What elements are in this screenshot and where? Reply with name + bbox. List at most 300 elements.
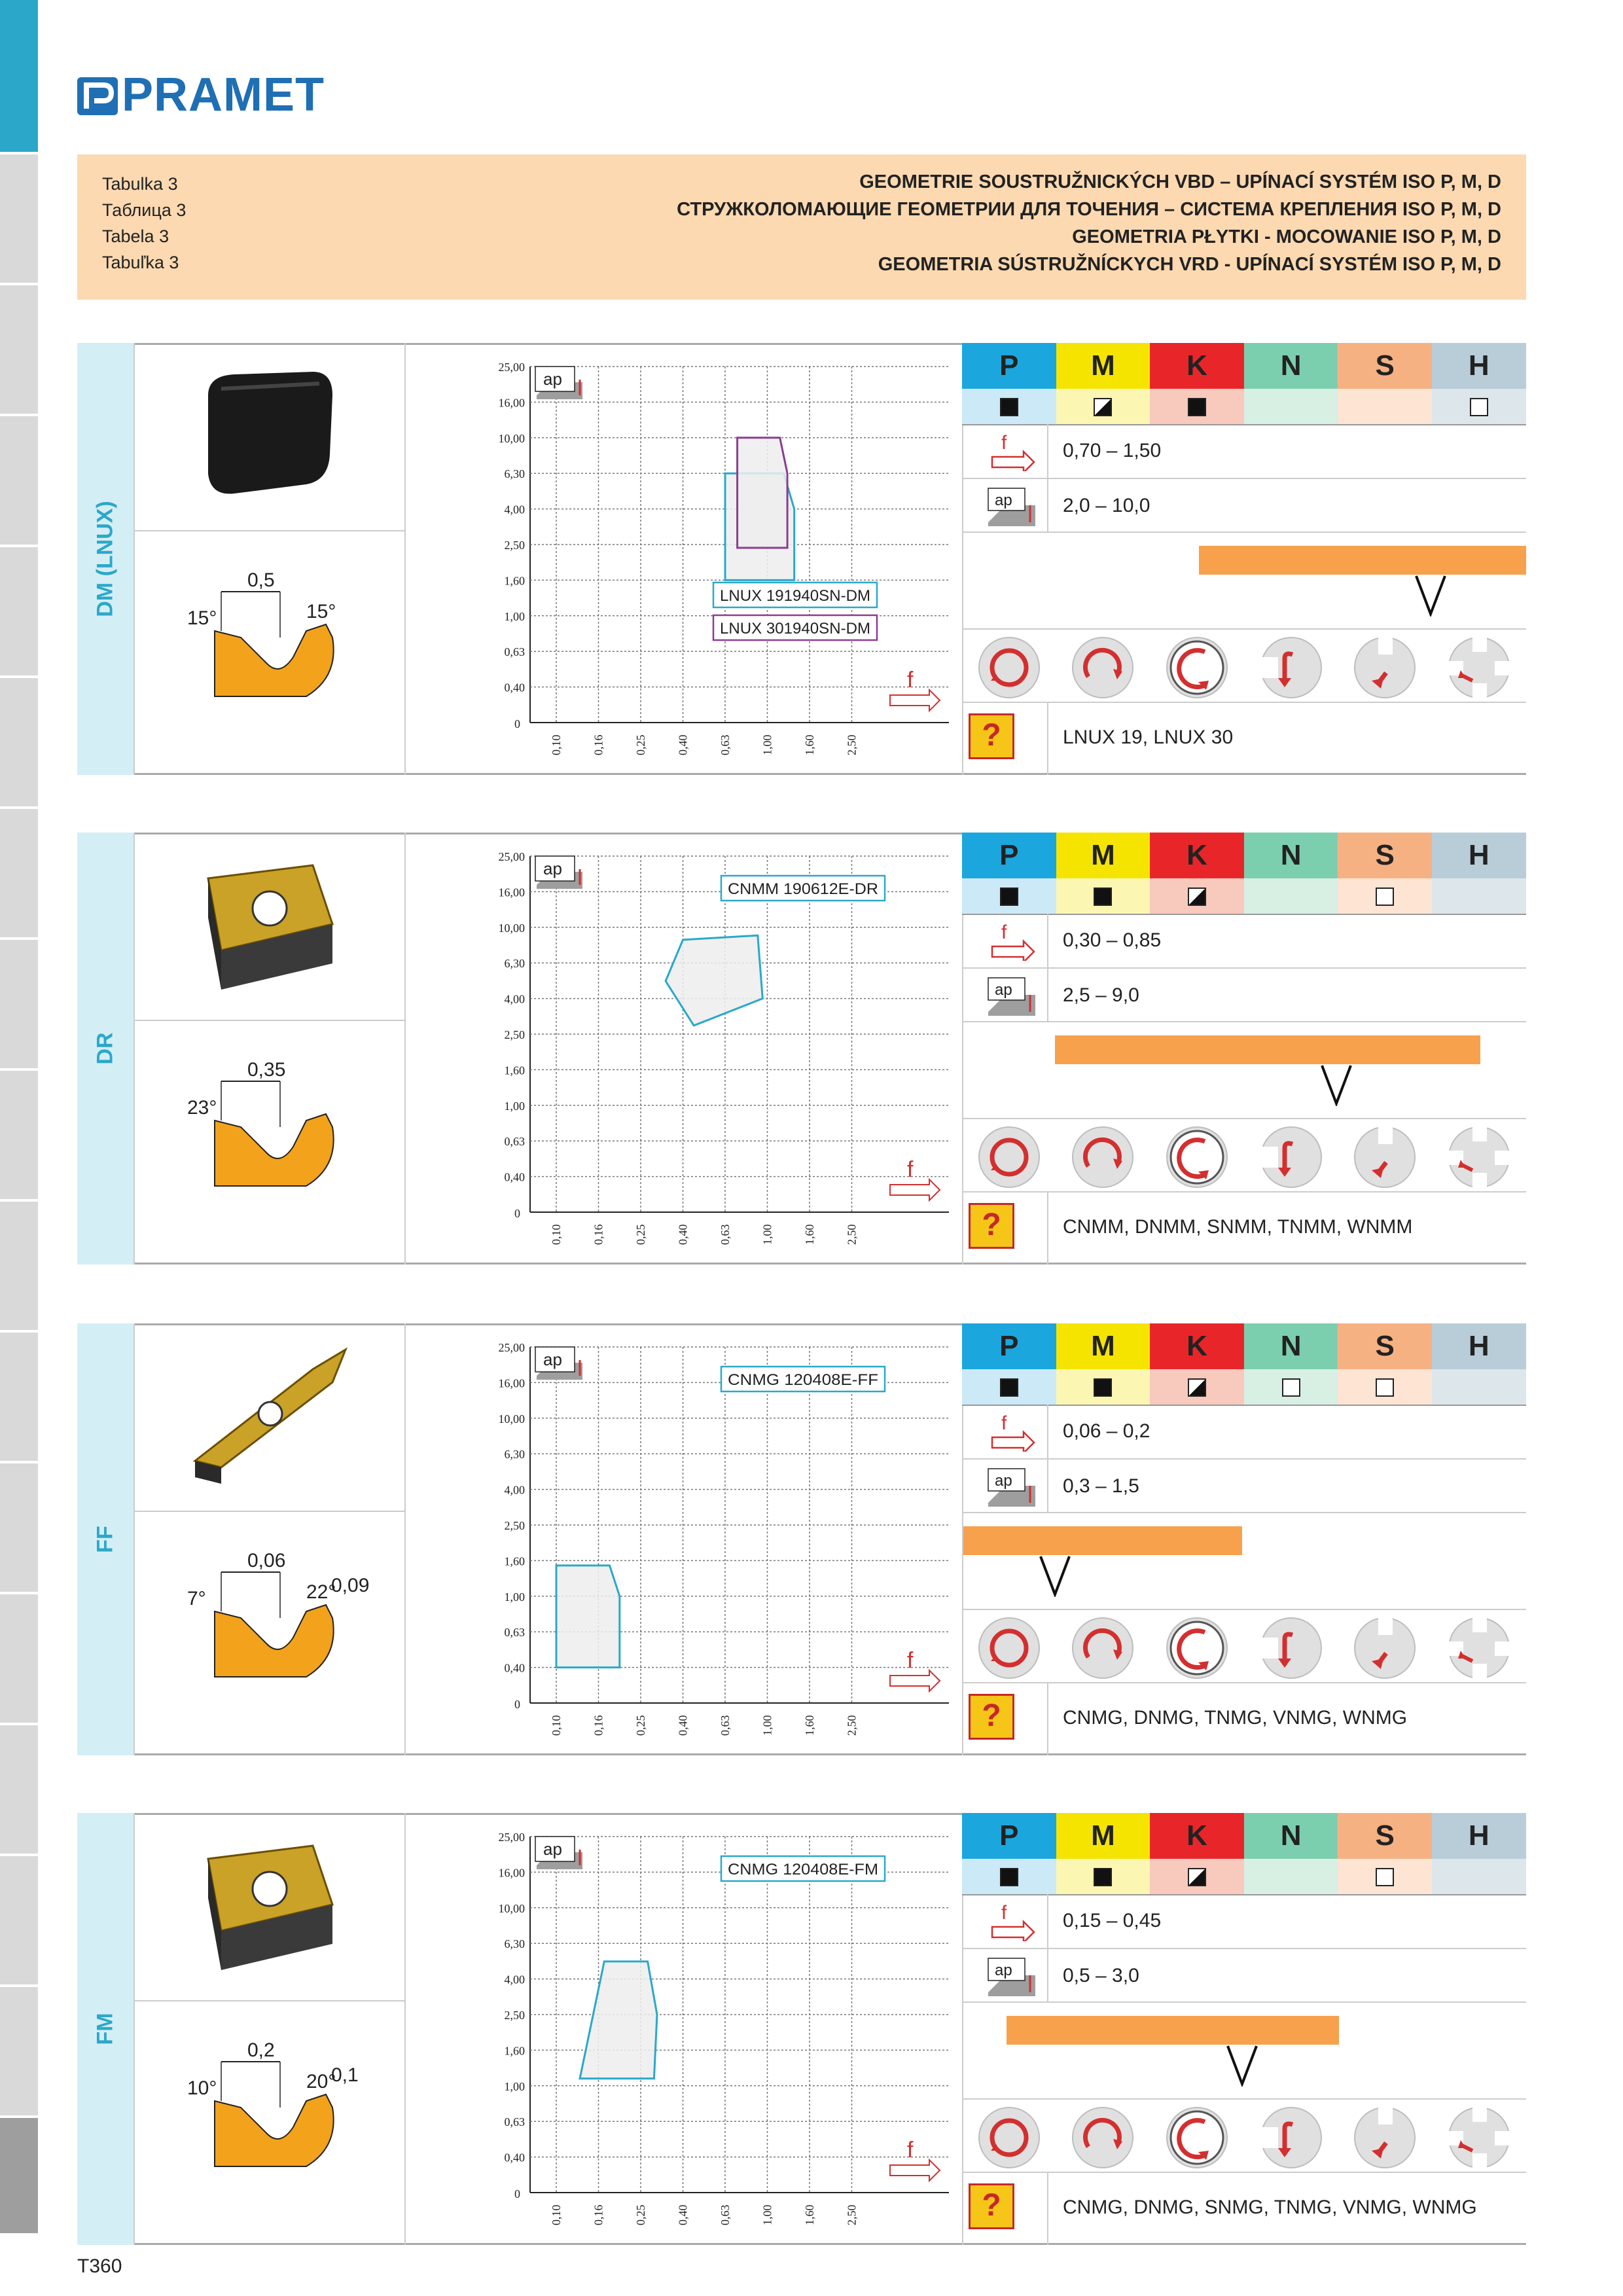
y-tick-label: 1,60 <box>504 2044 525 2058</box>
x-tick-label: 0,63 <box>719 1224 732 1245</box>
depth-of-cut-range: 2,0 – 10,0 <box>1063 495 1150 516</box>
y-tick-label: 2,50 <box>504 1028 525 1041</box>
compatibility-help-icon: ? <box>969 1694 1014 1740</box>
compatibility-help-icon: ? <box>969 713 1014 759</box>
material-header-h: H <box>1432 1323 1526 1369</box>
table-label-ru: Таблица 3 <box>102 200 187 220</box>
series-legend-label: LNUX 191940SN-DM <box>720 587 870 605</box>
title-sk: GEOMETRIA SÚSTRUŽNÍCKYCH VRD - UPÍNACÍ SYSTÉM ISO P, M, D <box>878 254 1501 275</box>
y-tick-label: 10,00 <box>498 431 525 445</box>
suitability-checkbox <box>1188 1868 1206 1886</box>
x-tick-label: 0,40 <box>676 1224 690 1245</box>
compatible-inserts: CNMG, DNMG, TNMG, VNMG, WNMG <box>1063 1707 1408 1729</box>
turning-rotation-icon <box>1070 2105 1135 2170</box>
ap-f-chart <box>452 353 975 759</box>
title-pl: GEOMETRIA PŁYTKI - MOCOWANIE ISO P, M, D <box>1072 226 1501 247</box>
table-header <box>77 154 1526 300</box>
material-header-p: P <box>962 1813 1056 1859</box>
y-tick-label: 1,00 <box>504 1099 525 1113</box>
row-divider <box>962 531 1526 533</box>
y-tick-label: 0,63 <box>504 2115 525 2129</box>
material-header-p: P <box>962 833 1056 878</box>
application-area-series <box>580 1962 657 2079</box>
y-tick-label: 4,00 <box>504 1483 525 1497</box>
x-tick-label: 1,60 <box>803 734 816 755</box>
column-divider <box>404 833 406 1265</box>
section-divider <box>77 1753 1526 1755</box>
profile-dimension-label: 0,2 <box>247 2039 275 2061</box>
application-area-series <box>738 438 788 548</box>
ap-f-chart <box>452 1334 975 1740</box>
svg-text:f: f <box>1001 922 1007 943</box>
cutting-edge-profile <box>175 546 385 703</box>
suitability-checkbox <box>1188 888 1206 906</box>
y-tick-label: 1,00 <box>504 1590 525 1604</box>
application-marker-icon <box>1321 1064 1352 1106</box>
x-tick-label: 1,60 <box>803 1715 816 1736</box>
section-divider <box>77 2243 1526 2245</box>
x-tick-label: 0,10 <box>550 1224 563 1245</box>
material-header-s: S <box>1338 343 1432 389</box>
y-tick-label: 25,00 <box>498 1341 525 1354</box>
application-area-series <box>556 1566 620 1668</box>
row-divider <box>962 628 1526 630</box>
ap-axis-icon <box>535 367 582 399</box>
y-tick-label: 0,63 <box>504 645 525 659</box>
y-tick-label: 1,60 <box>504 1554 525 1568</box>
application-range-bar <box>963 1526 1242 1555</box>
profile-dimension-label: 0,09 <box>331 1575 370 1596</box>
compatibility-help-icon: ? <box>969 2183 1014 2229</box>
title-ru: СТРУЖКОЛОМАЮЩИЕ ГЕОМЕТРИИ ДЛЯ ТОЧЕНИЯ – СИСТЕМА КРЕПЛЕНИЯ ISO P, M, D <box>677 199 1501 220</box>
f-axis-icon <box>890 2138 940 2181</box>
profile-dimension-label: 0,35 <box>247 1059 286 1081</box>
pramet-logo-icon <box>77 73 120 119</box>
column-divider <box>1047 702 1048 775</box>
y-tick-label: 1,00 <box>504 609 525 623</box>
material-header-k: K <box>1150 1323 1244 1369</box>
material-row-n <box>1244 389 1338 424</box>
profile-dimension-label: 22° <box>306 1581 336 1603</box>
suitability-checkbox <box>1376 1868 1394 1886</box>
depth-of-cut-icon <box>986 486 1038 528</box>
series-legend-label: CNMM 190612E-DR <box>728 880 878 898</box>
section-divider <box>77 1263 1526 1265</box>
application-marker-icon <box>1039 1555 1071 1597</box>
x-tick-label: 0,10 <box>550 1715 563 1736</box>
x-tick-label: 0,16 <box>592 1715 605 1736</box>
cutting-edge-profile <box>175 1526 385 1683</box>
y-tick-label: 0,40 <box>504 1170 525 1184</box>
suitability-checkbox <box>1000 1868 1018 1886</box>
side-tab <box>0 154 38 285</box>
geometry-name: DR <box>92 1032 118 1065</box>
column-divider <box>1047 2172 1048 2245</box>
suitability-checkbox <box>1000 398 1018 416</box>
x-tick-label: 2,50 <box>845 1715 859 1736</box>
profile-dimension-label: 15° <box>306 601 336 622</box>
column-divider <box>404 1323 406 1755</box>
material-header-m: M <box>1056 343 1150 389</box>
row-divider <box>134 530 404 531</box>
x-tick-label: 1,00 <box>760 734 774 755</box>
material-header-p: P <box>962 1323 1056 1369</box>
insert-photo <box>182 846 352 1003</box>
f-axis-icon <box>890 668 940 711</box>
y-tick-label: 16,00 <box>498 1866 525 1880</box>
x-tick-label: 0,63 <box>719 2204 732 2225</box>
application-marker-icon <box>1415 575 1446 617</box>
material-header-m: M <box>1056 1323 1150 1369</box>
cutting-edge-profile <box>175 1035 385 1193</box>
application-marker-icon <box>1226 2045 1258 2087</box>
longitudinal-turning-icon <box>1258 1615 1324 1681</box>
profile-dimension-label: 0,5 <box>247 569 275 591</box>
row-divider <box>962 2001 1526 2003</box>
side-tab <box>0 1202 38 1333</box>
y-tick-label: 16,00 <box>498 886 525 899</box>
f-axis-icon <box>890 1648 940 1691</box>
material-header-s: S <box>1338 1813 1432 1859</box>
x-tick-label: 0,25 <box>634 2204 647 2225</box>
x-tick-label: 1,60 <box>803 1224 816 1245</box>
turning-rotation-icon <box>1070 635 1135 700</box>
suitability-checkbox <box>1376 888 1394 906</box>
x-tick-label: 0,25 <box>634 734 647 755</box>
y-tick-label: 25,00 <box>498 1831 525 1844</box>
row-divider <box>962 2098 1526 2100</box>
y-tick-label: 4,00 <box>504 1973 525 1986</box>
insert-photo <box>182 1336 352 1494</box>
feed-range: 0,30 – 0,85 <box>1063 929 1162 951</box>
y-tick-label: 10,00 <box>498 921 525 935</box>
depth-of-cut-range: 2,5 – 9,0 <box>1063 984 1139 1006</box>
turning-rotation-icon <box>1070 1124 1135 1190</box>
suitability-checkbox <box>1188 1378 1206 1397</box>
row-divider <box>962 1609 1526 1610</box>
y-tick-label: 6,30 <box>504 1937 525 1951</box>
copy-turning-icon <box>1352 635 1418 700</box>
suitability-checkbox <box>1094 1868 1112 1886</box>
depth-of-cut-range: 0,3 – 1,5 <box>1063 1475 1139 1497</box>
material-header-s: S <box>1338 833 1432 878</box>
material-header-n: N <box>1244 343 1338 389</box>
profile-dimension-label: 0,06 <box>247 1550 286 1571</box>
profile-dimension-label: 10° <box>187 2077 217 2099</box>
insert-photo <box>182 1826 352 1983</box>
x-tick-label: 0,16 <box>592 734 605 755</box>
suitability-checkbox <box>1282 1378 1300 1397</box>
x-tick-label: 0,16 <box>592 1224 605 1245</box>
x-tick-label: 1,00 <box>760 1715 774 1736</box>
face-grooving-icon <box>1446 635 1512 700</box>
feed-icon <box>987 1902 1039 1941</box>
facing-rotation-icon <box>976 1124 1042 1190</box>
f-axis-icon <box>890 1157 940 1200</box>
material-header-n: N <box>1244 833 1338 878</box>
compatible-inserts: CNMG, DNMG, SNMG, TNMG, VNMG, WNMG <box>1063 2197 1477 2218</box>
y-tick-label: 2,50 <box>504 1519 525 1532</box>
y-tick-label: 0,63 <box>504 1135 525 1149</box>
material-header-k: K <box>1150 1813 1244 1859</box>
svg-text:ap: ap <box>995 1962 1012 1979</box>
y-tick-label: 6,30 <box>504 957 525 971</box>
x-tick-label: 1,00 <box>760 2204 774 2225</box>
title-cs: GEOMETRIE SOUSTRUŽNICKÝCH VBD – UPÍNACÍ SYSTÉM ISO P, M, D <box>859 171 1501 192</box>
svg-text:f: f <box>1001 1412 1007 1434</box>
table-label-sk: Tabuľka 3 <box>102 253 179 272</box>
ap-axis-label: ap <box>543 1350 562 1369</box>
geometry-name: FM <box>92 2013 118 2045</box>
side-tab <box>0 940 38 1071</box>
geometry-section <box>77 1813 1526 2245</box>
material-header-h: H <box>1432 833 1526 878</box>
table-label-cs: Tabulka 3 <box>102 174 178 194</box>
axis-origin-label: 0 <box>514 2187 520 2200</box>
side-tab <box>0 678 38 809</box>
x-tick-label: 0,10 <box>550 2204 563 2225</box>
axis-origin-label: 0 <box>514 717 520 730</box>
face-grooving-icon <box>1446 1124 1512 1190</box>
feed-icon <box>987 1412 1039 1452</box>
x-tick-label: 0,40 <box>676 2204 690 2225</box>
ap-axis-label: ap <box>543 1839 562 1859</box>
y-tick-label: 1,60 <box>504 1064 525 1077</box>
y-tick-label: 0,40 <box>504 2151 525 2164</box>
feed-icon <box>987 432 1039 471</box>
row-divider <box>134 2000 404 2001</box>
column-divider <box>404 343 406 775</box>
ap-f-chart <box>452 843 975 1249</box>
material-row-s <box>1338 389 1432 424</box>
copy-turning-icon <box>1352 1124 1418 1190</box>
side-tab <box>0 809 38 940</box>
side-tab <box>0 1333 38 1463</box>
x-tick-label: 0,63 <box>719 1715 732 1736</box>
compatible-inserts: CNMM, DNMM, SNMM, TNMM, WNMM <box>1063 1216 1413 1238</box>
column-divider <box>134 833 135 1265</box>
longitudinal-turning-icon <box>1258 635 1324 700</box>
column-divider <box>1047 1894 1048 2001</box>
axis-origin-label: 0 <box>514 1207 520 1220</box>
compatibility-help-icon: ? <box>969 1203 1014 1249</box>
svg-text:ap: ap <box>995 492 1012 509</box>
column-divider <box>1047 1191 1048 1265</box>
f-axis-label: f <box>907 668 914 692</box>
svg-text:f: f <box>1001 1902 1007 1924</box>
profiling-rotation-icon <box>1164 635 1230 700</box>
y-tick-label: 10,00 <box>498 1901 525 1915</box>
insert-photo <box>182 356 352 513</box>
x-tick-label: 0,40 <box>676 1715 690 1736</box>
profile-dimension-label: 23° <box>187 1097 217 1119</box>
face-grooving-icon <box>1446 2105 1512 2170</box>
x-tick-label: 1,00 <box>760 1224 774 1245</box>
feed-range: 0,70 – 1,50 <box>1063 440 1162 461</box>
suitability-checkbox <box>1094 888 1112 906</box>
side-tab <box>0 1463 38 1594</box>
ap-axis-label: ap <box>543 369 562 389</box>
ap-f-chart <box>452 1823 975 2229</box>
copy-turning-icon <box>1352 1615 1418 1681</box>
material-header-s: S <box>1338 1323 1432 1369</box>
axis-origin-label: 0 <box>514 1698 520 1711</box>
column-divider <box>134 1323 135 1755</box>
material-header-k: K <box>1150 343 1244 389</box>
x-tick-label: 2,50 <box>845 1224 859 1245</box>
series-legend-label: CNMG 120408E-FM <box>728 1861 878 1878</box>
y-tick-label: 1,00 <box>504 2079 525 2093</box>
material-row-n <box>1244 878 1338 914</box>
suitability-checkbox <box>1094 1378 1112 1397</box>
cutting-edge-profile <box>175 2016 385 2173</box>
facing-rotation-icon <box>976 1615 1042 1681</box>
side-tab <box>0 1856 38 1987</box>
side-tab <box>0 285 38 416</box>
suitability-checkbox <box>1470 398 1488 416</box>
material-header-n: N <box>1244 1813 1338 1859</box>
face-grooving-icon <box>1446 1615 1512 1681</box>
column-divider <box>134 1813 135 2245</box>
y-tick-label: 6,30 <box>504 1448 525 1462</box>
row-divider <box>962 1512 1526 1513</box>
facing-rotation-icon <box>976 2105 1042 2170</box>
x-tick-label: 0,10 <box>550 734 563 755</box>
suitability-checkbox <box>1000 1378 1018 1397</box>
side-tab-active <box>0 0 38 154</box>
table-label-pl: Tabela 3 <box>102 226 169 246</box>
material-header-m: M <box>1056 833 1150 878</box>
suitability-checkbox <box>1000 888 1018 906</box>
material-header-k: K <box>1150 833 1244 878</box>
side-tab <box>0 416 38 547</box>
geometry-section <box>77 343 1526 775</box>
side-tab <box>0 547 38 678</box>
compatible-inserts: LNUX 19, LNUX 30 <box>1063 726 1234 748</box>
y-tick-label: 0,63 <box>504 1626 525 1640</box>
y-tick-label: 10,00 <box>498 1412 525 1426</box>
x-tick-label: 2,50 <box>845 734 859 755</box>
series-legend-label: LNUX 301940SN-DM <box>720 620 870 637</box>
material-row-h <box>1432 1369 1526 1405</box>
material-row-h <box>1432 1859 1526 1894</box>
x-tick-label: 1,60 <box>803 2204 816 2225</box>
side-tab <box>0 1071 38 1202</box>
column-divider <box>1047 1682 1048 1755</box>
material-header-n: N <box>1244 1323 1338 1369</box>
profiling-rotation-icon <box>1164 1124 1230 1190</box>
depth-of-cut-icon <box>986 1466 1038 1508</box>
feed-range: 0,15 – 0,45 <box>1063 1910 1162 1931</box>
side-tab <box>0 1594 38 1725</box>
ap-axis-icon <box>535 1837 582 1869</box>
material-header-h: H <box>1432 343 1526 389</box>
profiling-rotation-icon <box>1164 2105 1230 2170</box>
y-tick-label: 4,00 <box>504 992 525 1006</box>
f-axis-label: f <box>907 2138 914 2162</box>
turning-rotation-icon <box>1070 1615 1135 1681</box>
facing-rotation-icon <box>976 635 1042 700</box>
page-number: T360 <box>77 2255 122 2277</box>
row-divider <box>134 1020 404 1021</box>
series-legend-label: CNMG 120408E-FF <box>728 1371 878 1389</box>
section-divider <box>77 773 1526 775</box>
y-tick-label: 25,00 <box>498 361 525 374</box>
suitability-checkbox <box>1094 398 1112 416</box>
y-tick-label: 6,30 <box>504 467 525 481</box>
x-tick-label: 0,40 <box>676 734 690 755</box>
column-divider <box>404 1813 406 2245</box>
profile-dimension-label: 15° <box>187 607 217 629</box>
application-range-bar <box>1199 546 1526 575</box>
ap-axis-label: ap <box>543 859 562 878</box>
suitability-checkbox <box>1376 1378 1394 1397</box>
feed-icon <box>987 922 1039 961</box>
row-divider <box>962 1021 1526 1022</box>
y-tick-label: 16,00 <box>498 1376 525 1390</box>
geometry-name: FF <box>92 1526 118 1553</box>
feed-range: 0,06 – 0,2 <box>1063 1420 1150 1442</box>
material-header-m: M <box>1056 1813 1150 1859</box>
depth-of-cut-icon <box>986 975 1038 1017</box>
column-divider <box>1047 1405 1048 1512</box>
x-tick-label: 2,50 <box>845 2204 859 2225</box>
x-tick-label: 0,25 <box>634 1715 647 1736</box>
svg-text:ap: ap <box>995 981 1012 999</box>
y-tick-label: 1,60 <box>504 574 525 588</box>
suitability-checkbox <box>1188 398 1206 416</box>
x-tick-label: 0,25 <box>634 1224 647 1245</box>
depth-of-cut-icon <box>986 1956 1038 1998</box>
y-tick-label: 0,40 <box>504 681 525 694</box>
f-axis-label: f <box>907 1157 914 1182</box>
y-tick-label: 2,50 <box>504 539 525 552</box>
copy-turning-icon <box>1352 2105 1418 2170</box>
material-header-h: H <box>1432 1813 1526 1859</box>
longitudinal-turning-icon <box>1258 1124 1324 1190</box>
material-row-n <box>1244 1859 1338 1894</box>
y-tick-label: 4,00 <box>504 503 525 516</box>
f-axis-label: f <box>907 1648 914 1673</box>
profile-dimension-label: 7° <box>187 1588 206 1609</box>
material-row-h <box>1432 878 1526 914</box>
row-divider <box>962 1118 1526 1119</box>
x-tick-label: 0,63 <box>719 734 732 755</box>
application-area-series <box>666 935 762 1026</box>
y-tick-label: 25,00 <box>498 850 525 863</box>
x-tick-label: 0,16 <box>592 2204 605 2225</box>
side-tab-current <box>0 2118 38 2236</box>
y-tick-label: 2,50 <box>504 2009 525 2022</box>
profiling-rotation-icon <box>1164 1615 1230 1681</box>
row-divider <box>134 1511 404 1512</box>
brand-name: PRAMET <box>122 69 325 121</box>
geometry-section <box>77 833 1526 1265</box>
application-range-bar <box>1007 2016 1339 2045</box>
column-divider <box>134 343 135 775</box>
column-divider <box>1047 914 1048 1021</box>
depth-of-cut-range: 0,5 – 3,0 <box>1063 1965 1139 1986</box>
profile-dimension-label: 0,1 <box>331 2064 359 2086</box>
ap-axis-icon <box>535 856 582 889</box>
y-tick-label: 0,40 <box>504 1661 525 1675</box>
profile-dimension-label: 20° <box>306 2071 336 2092</box>
geometry-section <box>77 1323 1526 1755</box>
column-divider <box>1047 424 1048 531</box>
side-tab <box>0 1725 38 1856</box>
side-tab <box>0 1987 38 2118</box>
longitudinal-turning-icon <box>1258 2105 1324 2170</box>
